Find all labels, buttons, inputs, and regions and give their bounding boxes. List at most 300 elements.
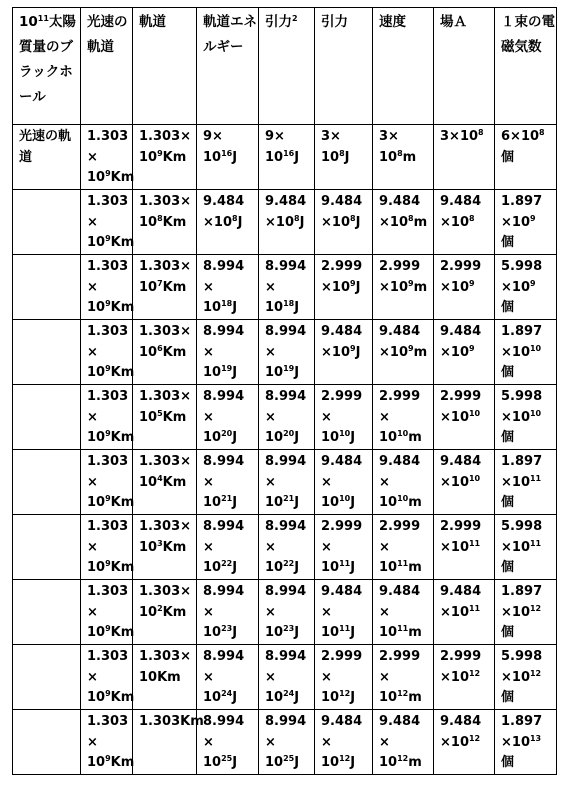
cell-unit: Km [110, 235, 135, 250]
cell-mantissa: 1.303 [87, 519, 129, 534]
header-text: 場Ａ [440, 14, 467, 30]
cell-mantissa: 1.303× [139, 194, 192, 209]
cell-unit: Km [162, 214, 187, 230]
cell-base: ×10 [501, 539, 530, 555]
table-cell [259, 125, 315, 190]
cell-mantissa: 8.994 [265, 454, 307, 469]
table-cell [81, 385, 133, 450]
exponent: 18 [283, 299, 295, 308]
cell-unit: m [402, 149, 417, 165]
table-cell [133, 450, 197, 515]
table-cell [197, 450, 259, 515]
table-cell [315, 320, 373, 385]
table-cell [373, 645, 434, 710]
cell-base: ×10 [440, 539, 469, 555]
cell-times: × [321, 539, 332, 555]
cell-suffix: 個 [501, 755, 515, 770]
cell-unit: m [408, 625, 422, 640]
table-body [13, 8, 557, 775]
exponent: 10 [397, 494, 409, 503]
exponent: 8 [407, 213, 414, 223]
cell-base: 10 [379, 690, 398, 705]
table-cell [315, 450, 373, 515]
cell-times: × [203, 409, 214, 425]
cell-times: × [265, 279, 276, 295]
cell-unit: J [294, 625, 300, 640]
cell-mantissa: 1.303 [87, 649, 129, 664]
cell-unit: Km [110, 690, 135, 705]
cell-mantissa: 2.999 [379, 519, 421, 534]
column-header [133, 8, 197, 125]
table-cell [315, 645, 373, 710]
cell-times: × [265, 669, 276, 685]
cell-base: ×10 [501, 344, 530, 360]
table-cell [133, 710, 204, 775]
cell-base: 10 [379, 625, 398, 640]
cell-base: 10 [203, 625, 222, 640]
table-cell [373, 515, 434, 580]
cell-unit: J [232, 755, 238, 770]
cell-times: × [321, 669, 332, 685]
exponent: 8 [339, 148, 345, 158]
cell-base: ×10 [265, 214, 294, 230]
cell-base: ×10 [440, 734, 469, 750]
cell-unit: J [350, 625, 356, 640]
table-cell [373, 190, 434, 255]
cell-base: ×10 [440, 474, 469, 490]
row-label [13, 515, 81, 580]
cell-mantissa: 2.999 [440, 389, 482, 404]
cell-mantissa: 9.484 [379, 714, 421, 729]
cell-unit: J [344, 149, 350, 165]
table-cell [495, 515, 557, 580]
exponent: 12 [397, 689, 409, 698]
table-cell [495, 645, 557, 710]
exponent: 11 [529, 538, 542, 548]
table-cell [259, 190, 315, 255]
cell-base: 10 [379, 560, 398, 575]
exponent: 20 [221, 429, 233, 438]
table-cell [197, 515, 259, 580]
cell-unit: m [413, 214, 428, 230]
table-cell [373, 450, 434, 515]
exponent: 9 [349, 278, 356, 288]
table-cell [495, 710, 557, 775]
cell-unit: Km [162, 409, 187, 425]
cell-mantissa: 9.484 [321, 714, 363, 729]
cell-base: 10 [265, 755, 284, 770]
cell-mantissa: 1.303× [139, 649, 192, 664]
cell-times: × [203, 539, 214, 555]
cell-unit: m [413, 344, 428, 360]
cell-mantissa: 9.484 [379, 454, 421, 469]
exponent: 9 [407, 278, 414, 288]
cell-mantissa: 1.897 [501, 194, 543, 209]
cell-base: ×10 [501, 214, 530, 230]
cell-mantissa: 9.484 [440, 454, 482, 469]
exponent: 2 [292, 14, 298, 23]
cell-mantissa: 9.484 [321, 584, 363, 599]
exponent: 21 [283, 494, 295, 503]
cell-mantissa: 2.999 [440, 649, 482, 664]
cell-base: ×10 [440, 279, 469, 295]
exponent: 9 [349, 343, 356, 353]
cell-unit: J [350, 690, 356, 705]
cell-unit: J [294, 690, 300, 705]
exponent: 8 [468, 213, 475, 223]
cell-base: ×10 [501, 279, 530, 295]
table-cell [133, 580, 197, 645]
exponent: 9 [105, 429, 111, 438]
cell-mantissa: 9.484 [440, 324, 482, 339]
cell-times: × [203, 604, 214, 620]
table-cell [434, 645, 495, 710]
column-header [373, 8, 434, 125]
cell-suffix: 個 [501, 560, 515, 575]
header-text: 軌道 [139, 14, 166, 30]
table-cell [495, 125, 557, 190]
table-cell [495, 320, 557, 385]
cell-mantissa: 1.303 [87, 194, 129, 209]
exponent: 19 [283, 364, 295, 373]
cell-unit: Km [162, 149, 187, 165]
cell-base: 10 [87, 495, 106, 510]
cell-mantissa: 9.484 [440, 194, 482, 209]
table-row [13, 255, 557, 320]
table-cell [434, 190, 495, 255]
cell-base: 10 [203, 149, 222, 165]
table-cell [81, 125, 133, 190]
cell-base: 10 [265, 365, 284, 380]
exponent: 8 [293, 213, 300, 223]
exponent: 11 [339, 559, 351, 568]
cell-base: ×10 [501, 734, 530, 750]
cell-mantissa: 2.999 [321, 519, 363, 534]
cell-mantissa: 8.994 [203, 259, 245, 274]
exponent: 10 [468, 473, 481, 483]
cell-unit: J [355, 344, 361, 360]
exponent: 16 [283, 148, 295, 158]
cell-mantissa: 8.994 [203, 584, 245, 599]
exponent: 8 [397, 148, 403, 158]
cell-unit: Km [110, 560, 135, 575]
cell-unit: J [232, 300, 238, 315]
column-header [13, 8, 81, 125]
cell-base: 10Km [139, 669, 181, 685]
exponent: 9 [529, 213, 536, 223]
exponent: 9 [468, 278, 475, 288]
cell-mantissa: 2.999 [379, 259, 421, 274]
cell-base: 10 [139, 344, 158, 360]
row-label [13, 385, 81, 450]
table-cell [133, 255, 197, 320]
row-label [13, 450, 81, 515]
cell-mantissa: 9.484 [379, 194, 421, 209]
exponent: 8 [231, 213, 238, 223]
cell-mantissa: 1.303× [139, 519, 192, 534]
cell-base: 10 [87, 300, 106, 315]
cell-mantissa: 5.998 [501, 649, 543, 664]
cell-unit: J [232, 625, 238, 640]
row-label [13, 125, 81, 190]
cell-unit: J [237, 214, 243, 230]
row-label [13, 580, 81, 645]
cell-mantissa: 2.999 [321, 649, 363, 664]
exponent: 10 [529, 343, 542, 353]
cell-times: × [379, 604, 390, 620]
cell-base: 10 [379, 149, 398, 165]
table-row [13, 710, 557, 775]
cell-base: 10 [321, 625, 340, 640]
cell-mantissa: 2.999 [379, 389, 421, 404]
column-header [495, 8, 557, 125]
cell-mantissa: 9.484 [321, 454, 363, 469]
cell-unit: Km [110, 625, 135, 640]
cell-base: 10 [265, 495, 284, 510]
cell-base: 10 [87, 235, 106, 250]
cell-base: 10 [203, 560, 222, 575]
cell-base: 10 [265, 300, 284, 315]
table-row [13, 125, 557, 190]
exponent: 9 [105, 559, 111, 568]
cell-suffix: 個 [501, 300, 515, 315]
cell-mantissa: 9× [203, 129, 223, 144]
cell-times: × [87, 669, 98, 685]
row-label [13, 320, 81, 385]
table-cell [81, 190, 133, 255]
exponent: 10 [529, 408, 542, 418]
table-cell [495, 385, 557, 450]
table-cell [133, 125, 197, 190]
cell-mantissa: 2.999 [321, 389, 363, 404]
exponent: 12 [468, 733, 481, 743]
cell-base: 10 [203, 755, 222, 770]
table-row [13, 450, 557, 515]
table-cell [315, 515, 373, 580]
table-cell [81, 515, 133, 580]
exponent: 9 [105, 169, 111, 178]
exponent: 12 [468, 668, 481, 678]
exponent: 11 [397, 559, 409, 568]
cell-times: × [87, 214, 98, 230]
cell-unit: Km [110, 300, 135, 315]
cell-mantissa: 1.303 [87, 714, 129, 729]
table-cell [315, 710, 373, 775]
cell-times: × [379, 539, 390, 555]
table-row [13, 515, 557, 580]
exponent: 9 [157, 148, 163, 158]
exponent: 21 [221, 494, 233, 503]
cell-mantissa: 8.994 [203, 324, 245, 339]
exponent: 11 [529, 473, 542, 483]
cell-times: × [379, 669, 390, 685]
cell-base: ×10 [501, 474, 530, 490]
cell-unit: Km [162, 539, 187, 555]
table-cell [259, 385, 315, 450]
cell-base: 10 [203, 365, 222, 380]
cell-mantissa: 3× [321, 129, 341, 144]
cell-base: 10 [203, 300, 222, 315]
cell-unit: J [350, 755, 356, 770]
table-cell [197, 710, 259, 775]
cell-mantissa: 1.303 [87, 259, 129, 274]
table-cell [373, 710, 434, 775]
cell-base: ×10 [203, 214, 232, 230]
exponent: 13 [529, 733, 542, 743]
cell-base: 10 [321, 495, 340, 510]
header-text: 10 [19, 14, 38, 30]
header-text: 速度 [379, 14, 406, 30]
cell-times: × [87, 344, 98, 360]
cell-unit: J [294, 495, 300, 510]
cell-base: 10 [203, 690, 222, 705]
row-label [13, 710, 81, 775]
cell-mantissa: 1.303× [139, 389, 192, 404]
cell-times: × [203, 279, 214, 295]
cell-mantissa: 8.994 [203, 714, 245, 729]
cell-suffix: 個 [501, 430, 515, 445]
cell-base: 10 [139, 539, 158, 555]
row-label [13, 255, 81, 320]
column-header [197, 8, 259, 125]
cell-base: 10 [87, 625, 106, 640]
table-cell [434, 450, 495, 515]
exponent: 10 [397, 429, 409, 438]
cell-times: × [379, 734, 390, 750]
exponent: 9 [105, 234, 111, 243]
cell-base: 10 [379, 755, 398, 770]
cell-times: × [203, 344, 214, 360]
cell-mantissa: 1.897 [501, 714, 543, 729]
cell-base: 10 [87, 755, 106, 770]
cell-mantissa: 5.998 [501, 259, 543, 274]
exponent: 8 [539, 128, 545, 137]
exponent: 12 [339, 754, 351, 763]
cell-unit: J [350, 430, 356, 445]
table-cell [434, 515, 495, 580]
cell-base: 10 [379, 495, 398, 510]
cell-base: 10 [139, 279, 158, 295]
cell-times: × [265, 539, 276, 555]
cell-times: × [265, 344, 276, 360]
exponent: 9 [105, 624, 111, 633]
cell-unit: m [408, 495, 422, 510]
cell-mantissa: 2.999 [440, 519, 482, 534]
exponent: 22 [283, 559, 295, 568]
table-cell [133, 515, 197, 580]
table-cell [315, 580, 373, 645]
cell-unit: Km [162, 279, 187, 295]
cell-mantissa: 8.994 [265, 259, 307, 274]
cell-times: × [87, 149, 98, 165]
cell-unit: J [350, 560, 356, 575]
cell-base: 10 [265, 149, 284, 165]
header-text: 引力 [321, 14, 348, 30]
cell-mantissa: 2.999 [321, 259, 363, 274]
cell-base: 10 [265, 625, 284, 640]
exponent: 11 [339, 624, 351, 633]
cell-base: 10 [139, 409, 158, 425]
exponent: 11 [37, 14, 49, 23]
cell-mantissa: 1.303× [139, 129, 192, 144]
cell-base: 6×10 [501, 129, 540, 144]
cell-mantissa: 8.994 [265, 584, 307, 599]
table-row [13, 385, 557, 450]
table-cell [81, 450, 133, 515]
table-cell [315, 190, 373, 255]
cell-unit: Km [162, 344, 187, 360]
cell-mantissa: 9.484 [265, 194, 307, 209]
cell-unit: J [355, 214, 361, 230]
exponent: 23 [221, 624, 233, 633]
cell-mantissa: 9.484 [321, 324, 363, 339]
cell-base: ×10 [321, 344, 350, 360]
cell-mantissa: 8.994 [265, 324, 307, 339]
cell-unit: J [232, 149, 238, 165]
cell-mantissa: 1.303 [87, 324, 129, 339]
table-cell [434, 320, 495, 385]
cell-mantissa: 9.484 [440, 714, 482, 729]
cell-suffix: 個 [501, 625, 515, 640]
cell-unit: Km [162, 604, 187, 620]
table-cell [259, 645, 315, 710]
cell-mantissa: 1.303× [139, 454, 192, 469]
cell-base: ×10 [321, 279, 350, 295]
cell-base: 10 [139, 604, 158, 620]
cell-unit: J [294, 560, 300, 575]
cell-base: 10 [139, 214, 158, 230]
table-row [13, 645, 557, 710]
cell-mantissa: 8.994 [265, 649, 307, 664]
table-cell [197, 385, 259, 450]
row-label [13, 190, 81, 255]
cell-base: 10 [203, 430, 222, 445]
cell-mantissa: 1.303× [139, 259, 192, 274]
cell-mantissa: 8.994 [203, 519, 245, 534]
cell-base: 10 [87, 430, 106, 445]
exponent: 16 [221, 148, 233, 158]
table-cell [373, 580, 434, 645]
header-text: １束の電磁気数 [501, 14, 555, 55]
cell-unit: m [413, 279, 428, 295]
cell-unit: Km [110, 755, 135, 770]
cell-times: × [87, 734, 98, 750]
cell-base: ×10 [440, 604, 469, 620]
header-text: 軌道エネルギー [203, 14, 257, 55]
exponent: 25 [283, 754, 295, 763]
cell-mantissa: 9.484 [379, 324, 421, 339]
cell-mantissa: 8.994 [203, 454, 245, 469]
cell-mantissa: 9.484 [379, 584, 421, 599]
table-cell [259, 320, 315, 385]
cell-base: ×10 [501, 604, 530, 620]
exponent: 19 [221, 364, 233, 373]
cell-base: ×10 [440, 214, 469, 230]
cell-times: × [265, 604, 276, 620]
exponent: 12 [339, 689, 351, 698]
exponent: 4 [157, 473, 163, 483]
cell-base: ×10 [379, 279, 408, 295]
cell-mantissa: 1.303 [87, 584, 129, 599]
cell-unit: Km [110, 365, 135, 380]
exponent: 24 [283, 689, 295, 698]
table-cell [259, 710, 315, 775]
exponent: 11 [468, 603, 481, 613]
cell-times: × [203, 474, 214, 490]
column-header [315, 8, 373, 125]
cell-unit: J [232, 430, 238, 445]
cell-mantissa: 3× [379, 129, 399, 144]
